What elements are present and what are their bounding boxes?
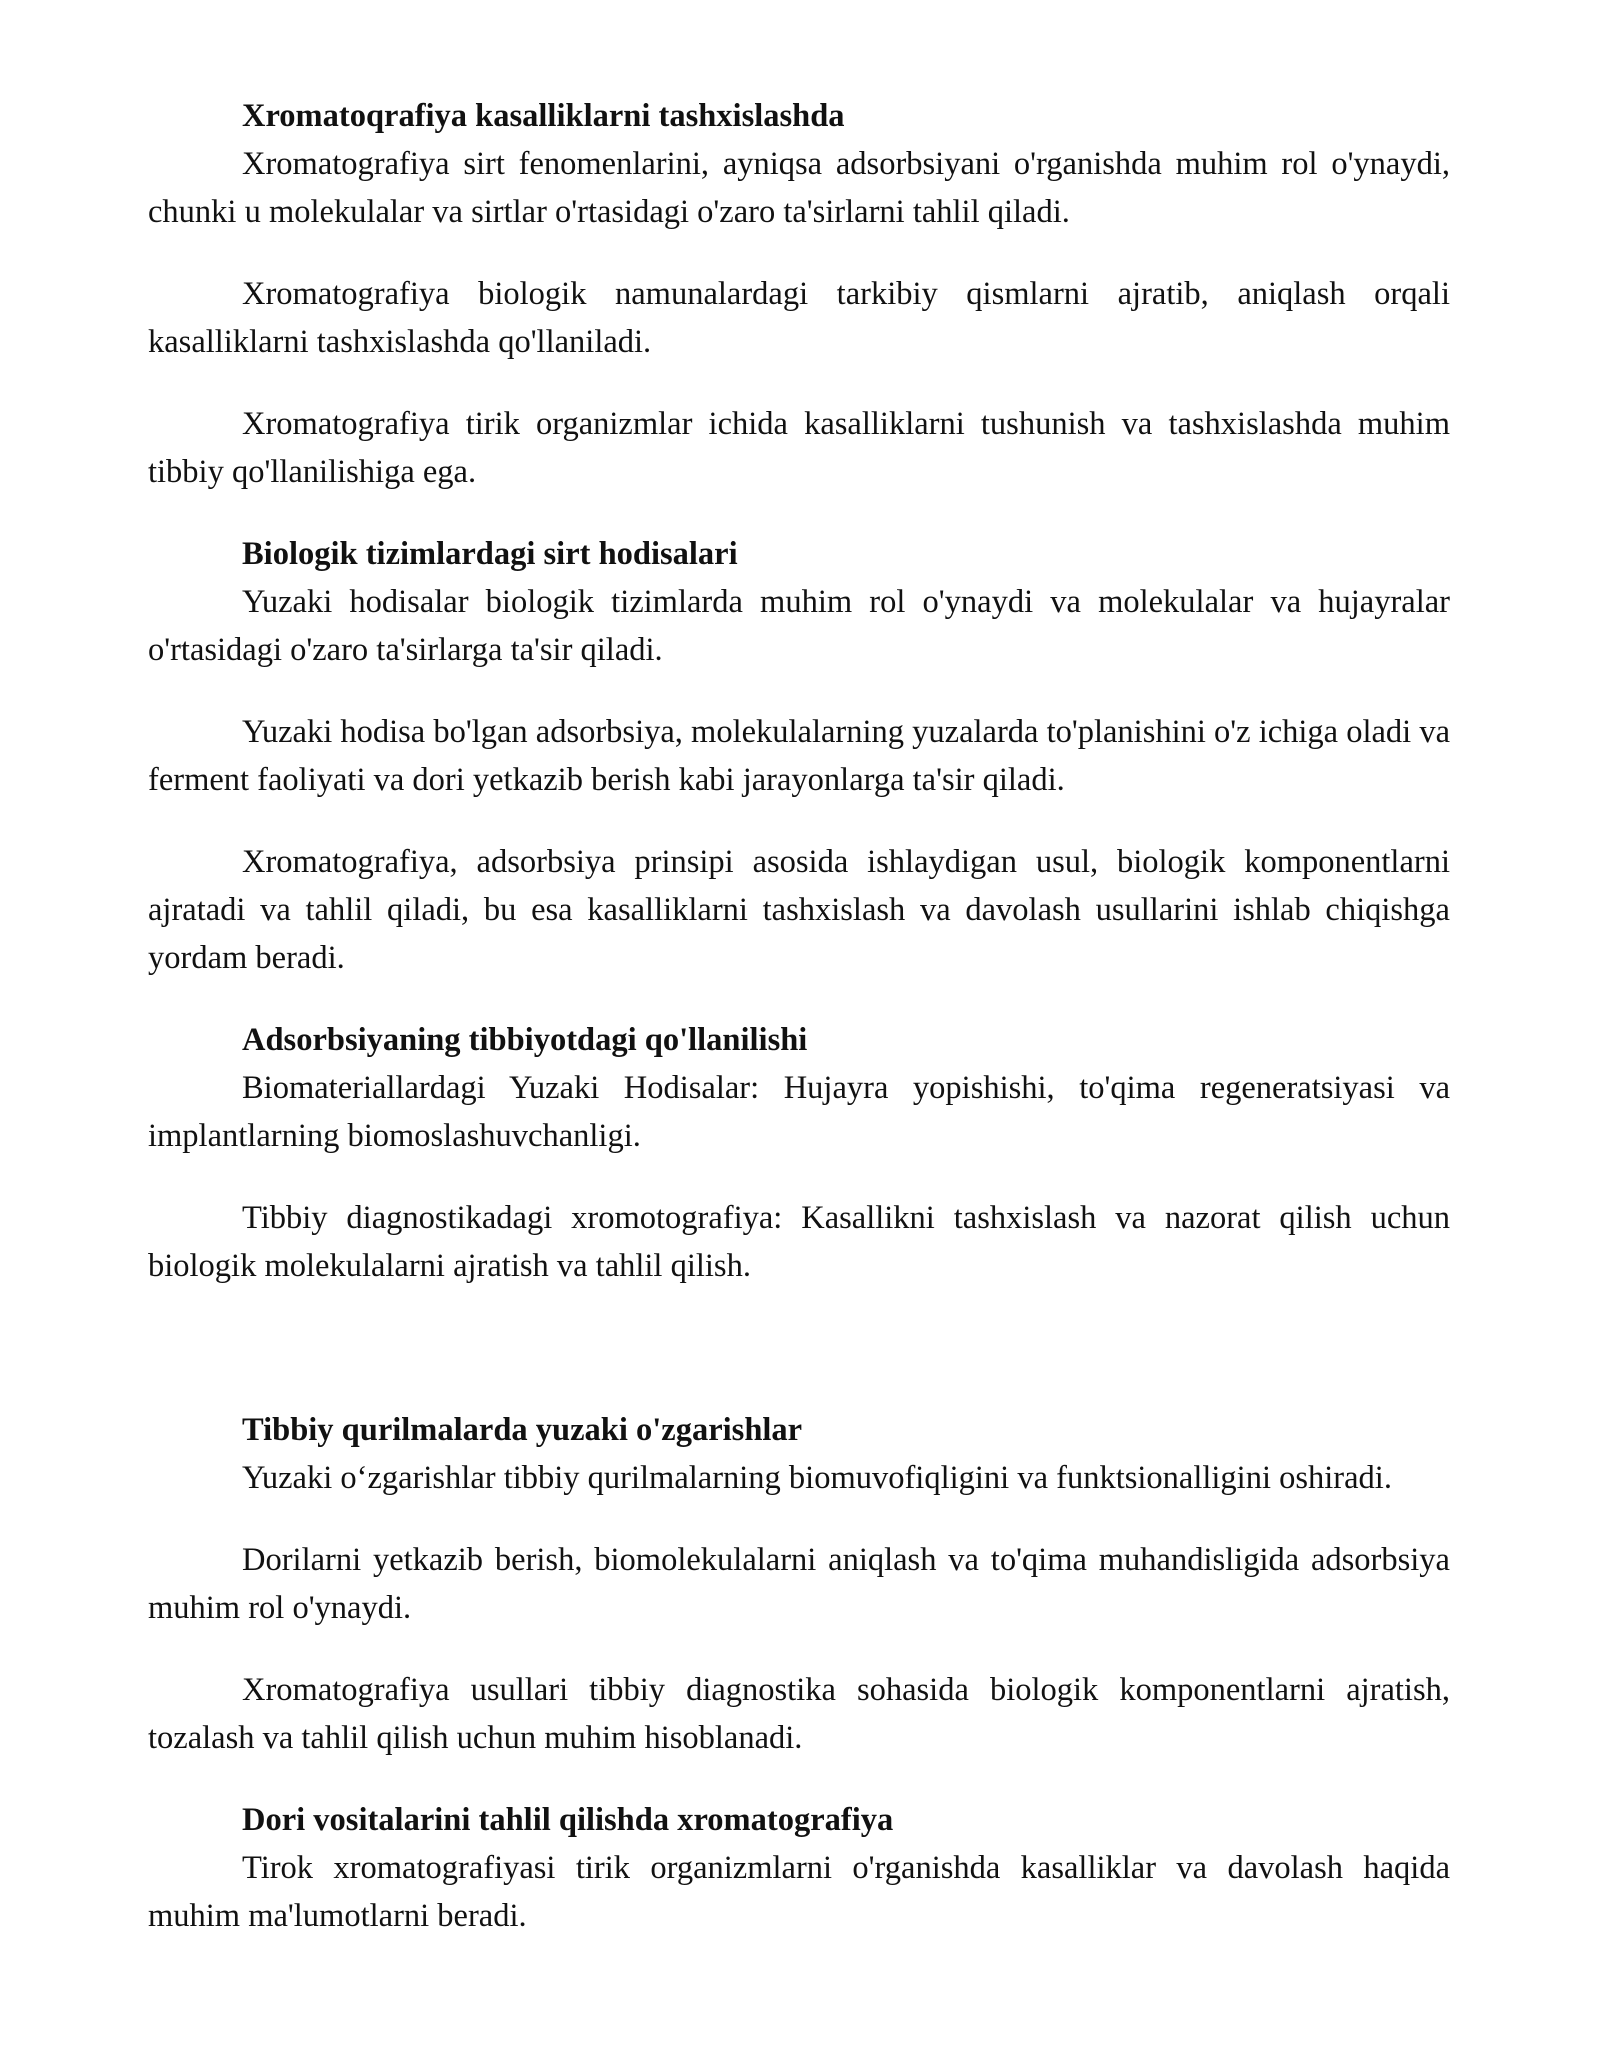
paragraph: Xromatografiya tirik organizmlar ichida kasalliklarni tushunish va tashxislashda muhim tibbiy qo'llanilishiga ega. xyxy=(148,406,1450,490)
document-page xyxy=(148,92,1450,1974)
section-heading: Biologik tizimlardagi sirt hodisalari xyxy=(242,536,738,572)
section-medical-devices xyxy=(148,1406,1450,1762)
section-medical-applications xyxy=(148,1016,1450,1290)
paragraph: Xromatografiya, adsorbsiya prinsipi asosida ishlaydigan usul, biologik komponentlarni ajratadi va tahlil qiladi, bu esa kasalliklarni tashxislash va davolash usullarini ishlab chiqishga yordam beradi. xyxy=(148,844,1450,976)
section-heading: Adsorbsiyaning tibbiyotdagi qo'llanilishi xyxy=(242,1022,808,1058)
paragraph: Biomateriallardagi Yuzaki Hodisalar: Hujayra yopishishi, to'qima regeneratsiyasi va implantlarning biomoslashuvchanligi. xyxy=(148,1070,1450,1154)
section-diagnosis xyxy=(148,92,1450,496)
blank-space xyxy=(148,1324,1450,1406)
paragraph: Yuzaki hodisalar biologik tizimlarda muhim rol o'ynaydi va molekulalar va hujayralar o'rtasidagi o'zaro ta'sirlarga ta'sir qiladi. xyxy=(148,584,1450,668)
paragraph: Xromatografiya sirt fenomenlarini, ayniqsa adsorbsiyani o'rganishda muhim rol o'ynaydi, chunki u molekulalar va sirtlar o'rtasidagi o'zaro ta'sirlarni tahlil qiladi. xyxy=(148,146,1450,230)
section-drug-analysis xyxy=(148,1796,1450,1940)
section-heading: Xromatoqrafiya kasalliklarni tashxislashda xyxy=(242,98,845,134)
section-heading: Dori vositalarini tahlil qilishda xromatografiya xyxy=(242,1802,894,1838)
section-biological-systems xyxy=(148,530,1450,982)
paragraph: Xromatografiya biologik namunalardagi tarkibiy qismlarni ajratib, aniqlash orqali kasalliklarni tashxislashda qo'llaniladi. xyxy=(148,276,1450,360)
paragraph: Xromatografiya usullari tibbiy diagnostika sohasida biologik komponentlarni ajratish, tozalash va tahlil qilish uchun muhim hisoblanadi. xyxy=(148,1672,1450,1756)
paragraph: Tibbiy diagnostikadagi xromotografiya: Kasallikni tashxislash va nazorat qilish uchun biologik molekulalarni ajratish va tahlil qilish. xyxy=(148,1200,1450,1284)
paragraph: Dorilarni yetkazib berish, biomolekulalarni aniqlash va to'qima muhandisligida adsorbsiya muhim rol o'ynaydi. xyxy=(148,1542,1450,1626)
paragraph: Tirok xromatografiyasi tirik organizmlarni o'rganishda kasalliklar va davolash haqida muhim ma'lumotlarni beradi. xyxy=(148,1850,1450,1934)
paragraph: Yuzaki o‘zgarishlar tibbiy qurilmalarning biomuvofiqligini va funktsionalligini oshiradi. xyxy=(242,1460,1392,1496)
section-heading: Tibbiy qurilmalarda yuzaki o'zgarishlar xyxy=(242,1412,803,1448)
paragraph: Yuzaki hodisa bo'lgan adsorbsiya, molekulalarning yuzalarda to'planishini o'z ichiga oladi va ferment faoliyati va dori yetkazib berish kabi jarayonlarga ta'sir qiladi. xyxy=(148,714,1451,798)
